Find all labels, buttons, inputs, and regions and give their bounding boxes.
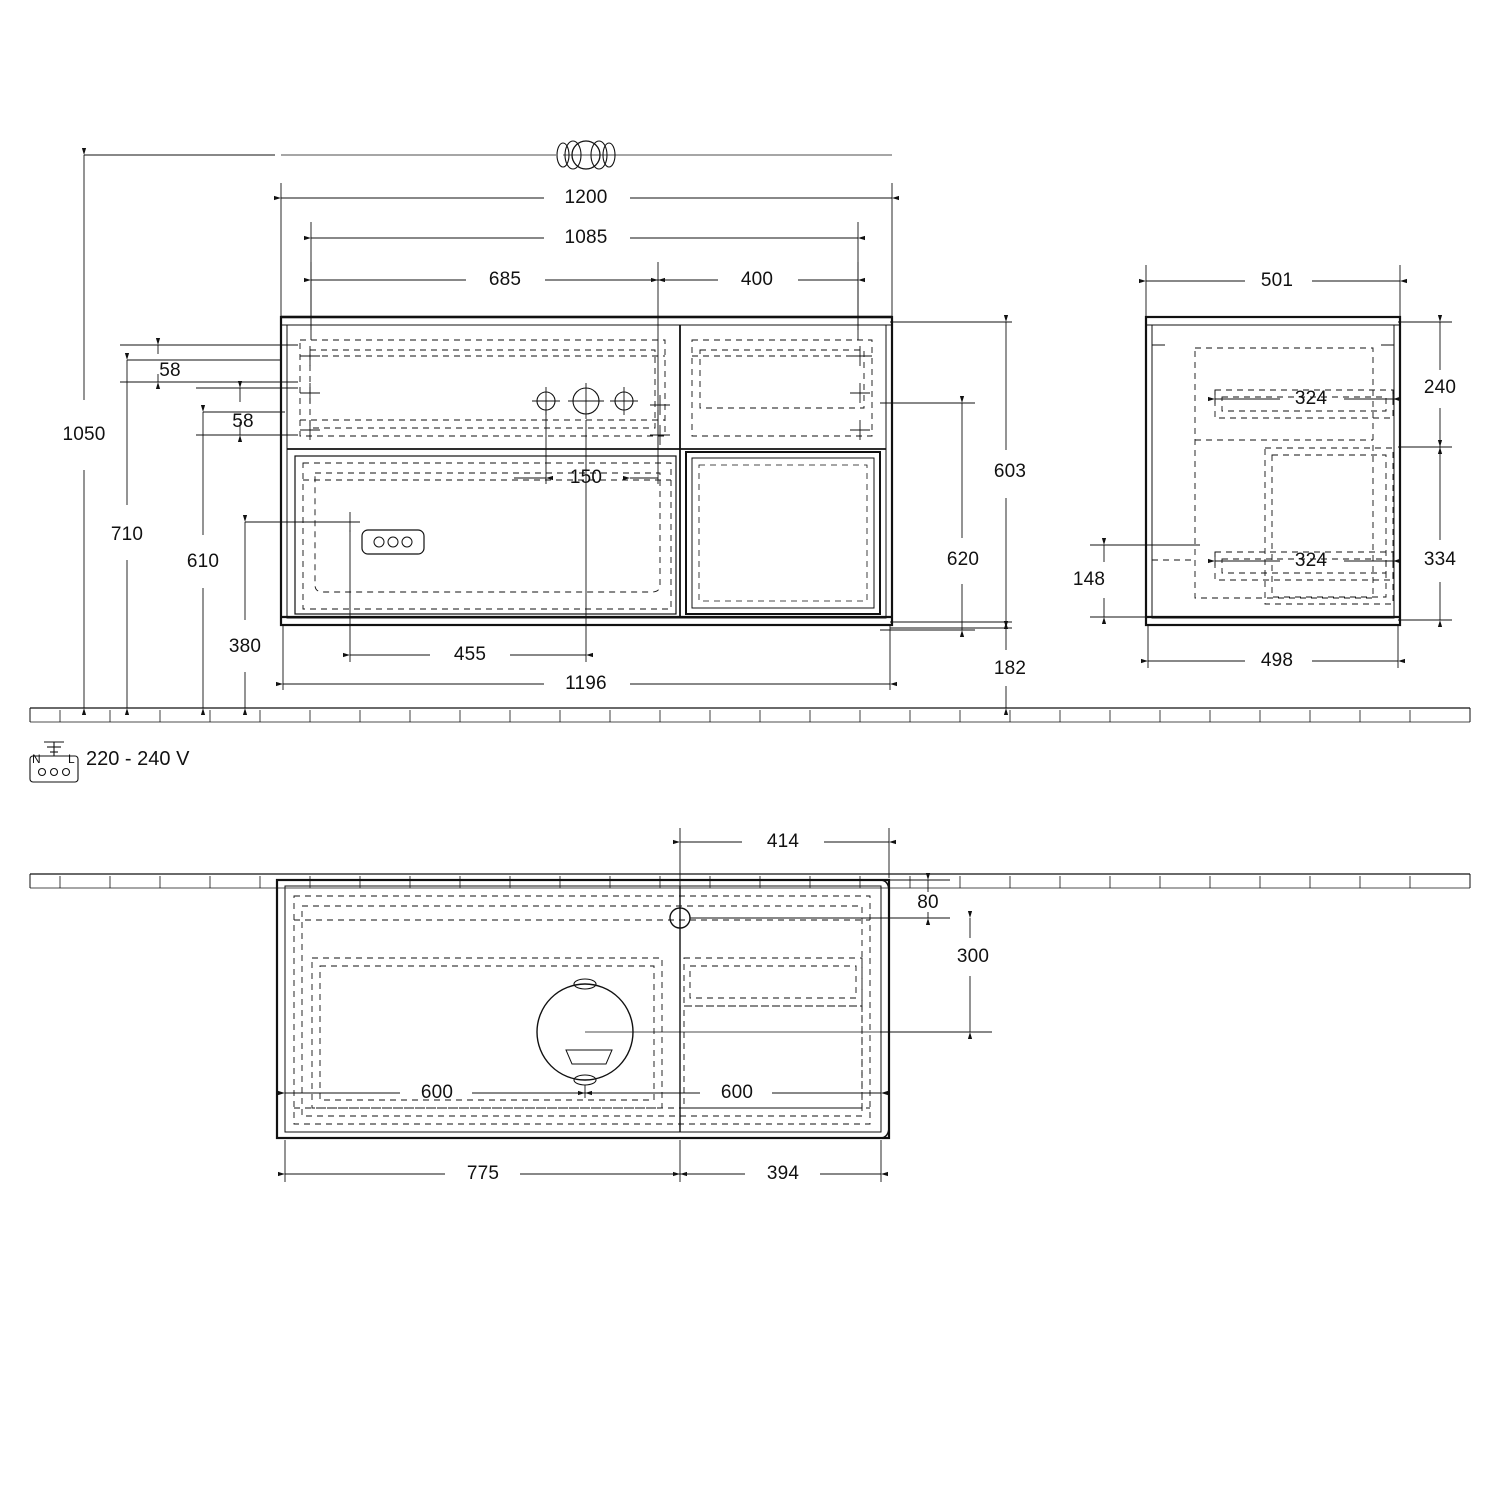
dim-775: 775 <box>466 1163 500 1184</box>
dim-324-bottom: 324 <box>1294 550 1328 571</box>
mounting-cross-marks <box>300 346 870 532</box>
dim-455: 455 <box>453 644 487 665</box>
dim-1200: 1200 <box>564 187 608 208</box>
socket-outlet-detail <box>362 530 424 554</box>
dim-710: 710 <box>110 524 144 545</box>
dim-150: 150 <box>569 467 603 488</box>
dim-300: 300 <box>956 946 990 967</box>
front-wall-hatch <box>30 708 1470 722</box>
dim-148: 148 <box>1072 569 1106 590</box>
terminal-l-label: L <box>68 752 75 766</box>
dim-600-left: 600 <box>420 1082 454 1103</box>
top-cabinet-outline <box>277 880 889 1138</box>
dim-80: 80 <box>917 892 939 913</box>
terminal-n-label: N <box>32 752 41 766</box>
dim-610: 610 <box>186 551 220 572</box>
dim-600-right: 600 <box>720 1082 754 1103</box>
side-hidden-lines <box>1152 348 1393 604</box>
dim-182: 182 <box>993 658 1027 679</box>
dim-620: 620 <box>946 549 980 570</box>
dim-501: 501 <box>1260 270 1294 291</box>
dim-394: 394 <box>766 1163 800 1184</box>
dim-498: 498 <box>1260 650 1294 671</box>
dim-240: 240 <box>1423 377 1457 398</box>
side-cabinet-outline <box>1146 317 1400 625</box>
dim-334: 334 <box>1423 549 1457 570</box>
dim-58-top: 58 <box>159 360 181 381</box>
dim-414: 414 <box>766 831 800 852</box>
voltage-label: 220 - 240 V <box>86 748 190 770</box>
top-center-fitting-icon <box>557 141 615 169</box>
front-hidden-lines-left-upper <box>300 340 665 436</box>
dim-1050: 1050 <box>62 424 106 445</box>
dim-685: 685 <box>488 269 522 290</box>
dim-1196: 1196 <box>565 673 607 694</box>
tap-hole-marks <box>532 383 638 419</box>
dim-324-top: 324 <box>1294 388 1328 409</box>
front-hidden-lines-right-upper <box>692 340 872 436</box>
top-hidden-lines <box>294 896 870 1124</box>
front-right-lower-door <box>686 452 880 614</box>
dim-1085: 1085 <box>564 227 608 248</box>
dim-400: 400 <box>740 269 774 290</box>
dim-603: 603 <box>993 461 1027 482</box>
dim-380: 380 <box>228 636 262 657</box>
front-hidden-lines-basin <box>303 463 671 609</box>
dim-58-lower: 58 <box>232 411 254 432</box>
